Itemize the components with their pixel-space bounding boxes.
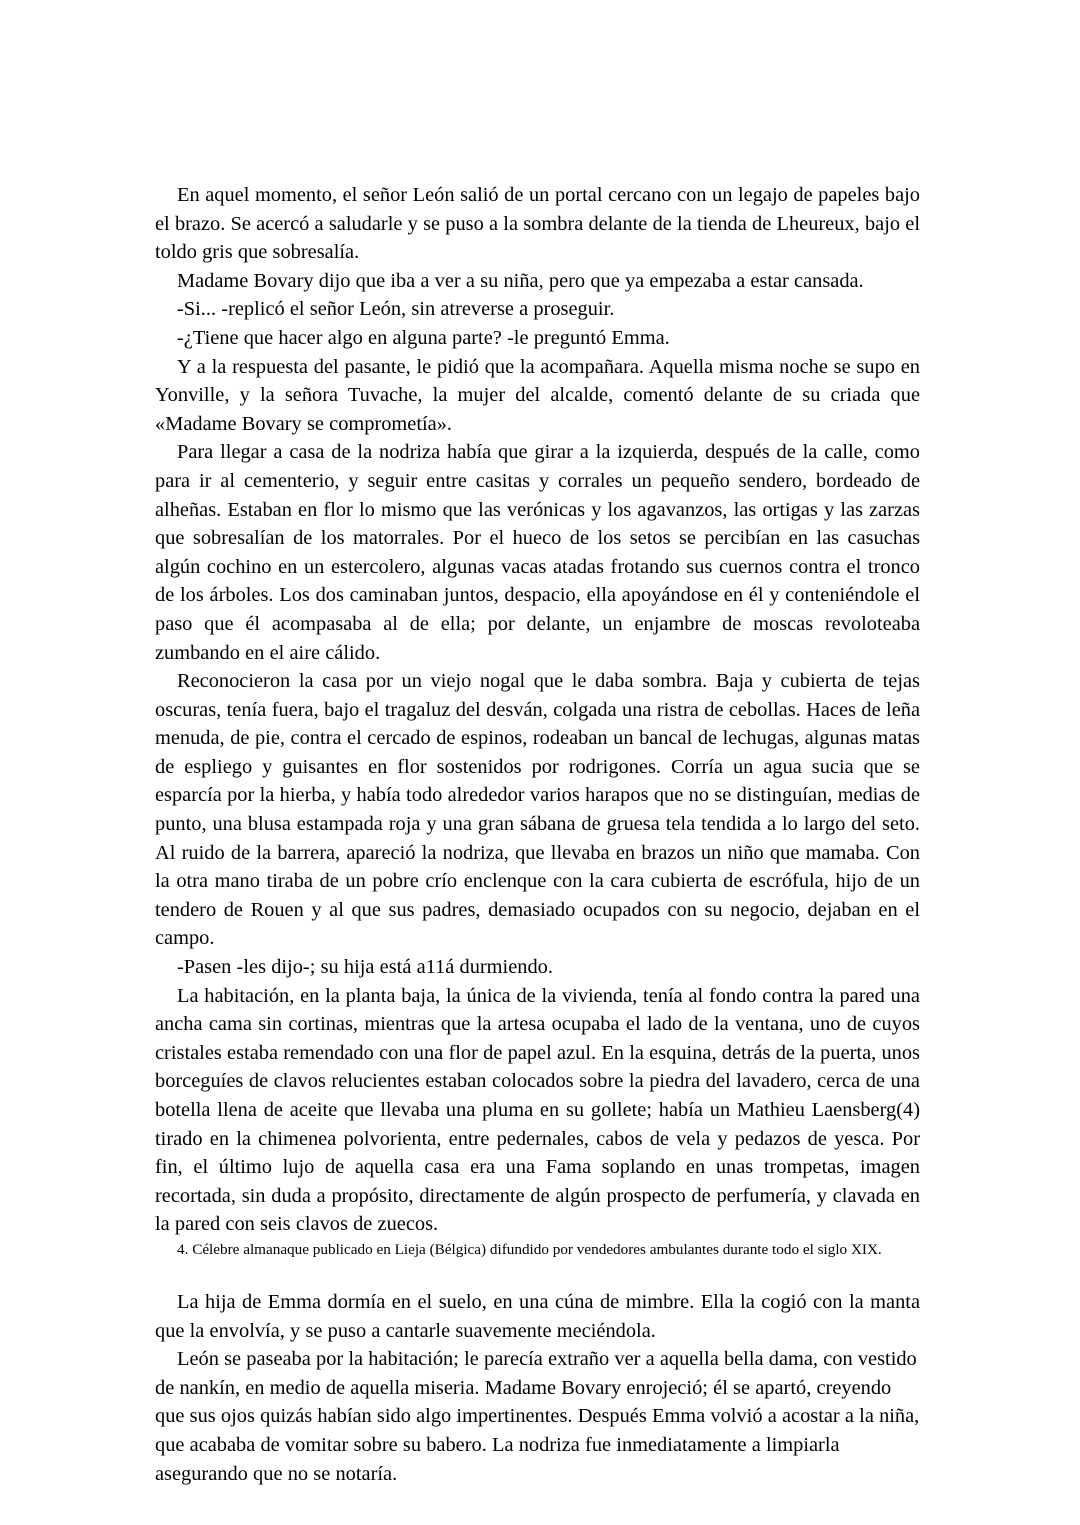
paragraph-11: León se paseaba por la habitación; le parecía extraño ver a aquella bella dama, con vestido de nankín, en medio de aquella miseria. Madame Bovary enrojeció; él se apartó, creyendo que sus ojos quizás habían sido algo impertinentes. Después Emma volvió a acostar a la niña, que acababa de vomitar sobre su babero. La nodriza fue inmediatamente a limpiarla asegurando que no se notaría. [155, 1348, 920, 1485]
paragraph-1: En aquel momento, el señor León salió de un portal cercano con un legajo de papeles bajo el brazo. Se acercó a saludarle y se puso a la sombra delante de la tienda de Lheureux, bajo el toldo gris que sobresalía. [155, 184, 920, 264]
section-gap [155, 1260, 920, 1288]
paragraph-6: Para llegar a casa de la nodriza había que girar a la izquierda, después de la calle, como para ir al cementerio, y seguir entre casitas y corrales un pequeño sendero, bordeado de alheñas. Estaban en flor lo mismo que las verónicas y los agavanzos, las ortigas y las zarzas que sobresalían de los matorrales. Por el hueco de los setos se percibían en las casuchas algún cochino en un estercolero, algunas vacas atadas frotando sus cuernos contra el tronco de los árboles. Los dos caminaban juntos, despacio, ella apoyándose en él y conteniéndole el paso que él acompasaba al de ella; por delante, un enjambre de moscas revoloteaba zumbando en el aire cálido. [155, 441, 920, 664]
text-column [155, 181, 920, 1488]
paragraph-2: Madame Bovary dijo que iba a ver a su niña, pero que ya empezaba a estar cansada. [177, 269, 864, 292]
paragraph-8: -Pasen -les dijo-; su hija está a11á durmiendo. [177, 956, 553, 979]
paragraph-10: La hija de Emma dormía en el suelo, en una cúna de mimbre. Ella la cogió con la manta que la envolvía, y se puso a cantarle suavemente meciéndola. [155, 1290, 920, 1342]
footnote-4: 4. Célebre almanaque publicado en Lieja (Bélgica) difundido por vendedores ambulantes durante todo el siglo XIX. [177, 1240, 882, 1258]
paragraph-4: -¿Tiene que hacer algo en alguna parte? -le preguntó Emma. [177, 326, 670, 349]
paragraph-3: -Si... -replicó el señor León, sin atreverse a proseguir. [177, 298, 615, 321]
paragraph-5: Y a la respuesta del pasante, le pidió que la acompañara. Aquella misma noche se supo en Yonville, y la señora Tuvache, la mujer del alcalde, comentó delante de su criada que «Madame Bovary se comprometía». [155, 355, 920, 435]
paragraph-9: La habitación, en la planta baja, la única de la vivienda, tenía al fondo contra la pared una ancha cama sin cortinas, mientras que la artesa ocupaba el lado de la ventana, uno de cuyos cristales estaba remendado con una flor de papel azul. En la esquina, detrás de la puerta, unos borceguíes de clavos relucientes estaban colocados sobre la piedra del lavadero, cerca de una botella llena de aceite que llevaba una pluma en su gollete; había un Mathieu Laensberg(4) tirado en la chimenea polvorienta, entre pedernales, cabos de vela y pedazos de yesca. Por fin, el último lujo de aquella casa era una Fama soplando en unas trompetas, imagen recortada, sin duda a propósito, directamente de algún prospecto de perfumería, y clavada en la pared con seis clavos de zuecos. [155, 984, 920, 1236]
paragraph-7: Reconocieron la casa por un viejo nogal que le daba sombra. Baja y cubierta de tejas oscuras, tenía fuera, bajo el tragaluz del desván, colgada una ristra de cebollas. Haces de leña menuda, de pie, contra el cercado de espinos, rodeaban un bancal de lechugas, algunas matas de espliego y guisantes en flor sostenidos por rodrigones. Corría un agua sucia que se esparcía por la hierba, y había todo alrededor varios harapos que no se distinguían, medias de punto, una blusa estampada roja y una gran sábana de gruesa tela tendida a lo largo del seto. Al ruido de la barrera, apareció la nodriza, que llevaba en brazos un niño que mamaba. Con la otra mano tiraba de un pobre crío enclenque con la cara cubierta de escrófula, hijo de un tendero de Rouen y al que sus padres, demasiado ocupados con su negocio, dejaban en el campo. [155, 670, 920, 950]
